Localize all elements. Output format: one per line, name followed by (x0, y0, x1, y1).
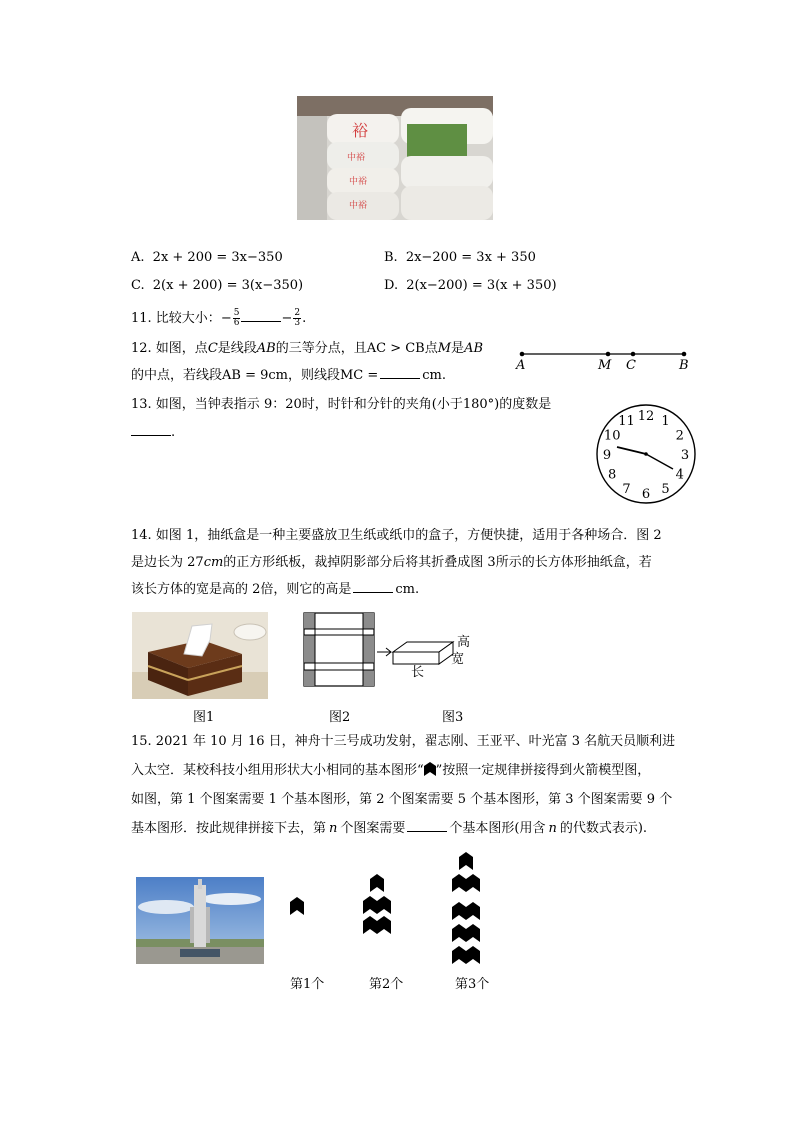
q15-text-4d: 的代数式表示). (559, 821, 648, 836)
q12-point-m: M (437, 341, 452, 356)
clock-number-8: 8 (608, 467, 617, 483)
q15-text-3: 如图，第 1 个图案需要 1 个基本图形，第 2 个图案需要 5 个基本图形，第 3 个图案需要 9 个 (131, 792, 673, 807)
clock-number-12: 12 (637, 409, 655, 424)
clock-number-4: 4 (675, 467, 684, 483)
q14-text-3b: cm. (395, 582, 420, 597)
rocket-unit-4 (377, 916, 391, 934)
rocket-unit-0 (370, 874, 384, 892)
label-a: A (516, 358, 526, 372)
label-gao: 高 (457, 635, 471, 650)
q12-text-b: 是线段 (217, 341, 257, 356)
q11-num2: 2 (294, 308, 301, 318)
q13-answer-blank[interactable] (131, 435, 171, 436)
label-m: M (598, 358, 612, 372)
rocket-pattern-1 (290, 897, 304, 915)
rocket-unit-0 (459, 852, 473, 870)
clock-number-7: 7 (622, 481, 631, 497)
q11-fraction-1 (233, 309, 241, 328)
choice-d-text: 2(x−200) = 3(x + 350) (406, 278, 557, 293)
choice-a-text: 2x + 200 = 3x−350 (152, 250, 283, 265)
choice-c-text: 2(x + 200) = 3(x−350) (152, 278, 304, 293)
rocket-unit-3 (363, 916, 377, 934)
clock-number-9: 9 (602, 448, 612, 463)
q11-prefix: 11. 比较大小： (131, 311, 221, 326)
choice-a-letter: A. (131, 250, 145, 265)
label-b: B (679, 358, 689, 372)
question-13-line1 (131, 396, 551, 414)
question-12-line2 (131, 367, 446, 385)
rocket-unit-2 (466, 874, 480, 892)
caption-fig2: 图2 (329, 710, 351, 725)
clock-number-2: 2 (675, 428, 684, 444)
q13-end: . (171, 425, 176, 440)
label-kuan: 宽 (451, 652, 465, 667)
choice-d (384, 277, 557, 295)
q12-segment-ab: AB (256, 341, 276, 356)
box-figure (375, 632, 485, 682)
q14-text-3a: 该长方体的宽是高的 2倍，则它的高是 (131, 582, 352, 597)
question-11 (131, 307, 306, 331)
q11-den2: 3 (294, 318, 301, 328)
caption-pattern-2: 第2个 (369, 977, 404, 992)
clock-number-5: 5 (661, 481, 670, 497)
rocket-unit-4 (466, 902, 480, 920)
clock-number-3: 3 (680, 448, 690, 463)
choice-b-text: 2x−200 = 3x + 350 (405, 250, 536, 265)
q12-text-d: 是 (451, 341, 465, 356)
question-15-line1 (131, 733, 675, 751)
caption-pattern-3: 第3个 (455, 977, 490, 992)
q12-text-f: cm. (422, 368, 447, 383)
q15-var-n-2: n (548, 821, 557, 836)
q15-answer-blank[interactable] (407, 831, 447, 832)
q14-text-1: 14. 如图 1，抽纸盒是一种主要盛放卫生纸或纸巾的盒子，方便快捷，适用于各种场合．图 2 (131, 528, 662, 543)
segment-figure (514, 344, 694, 372)
caption-pattern-1: 第1个 (290, 977, 325, 992)
caption-fig3: 图3 (442, 710, 464, 725)
label-c: C (626, 358, 636, 372)
q14-text-2b: 的正方形纸板，裁掉阴影部分后将其折叠成图 3所示的长方体形抽纸盒，若 (223, 555, 652, 570)
q15-var-n: n (329, 821, 338, 836)
square-board-figure (303, 612, 375, 687)
q15-text-2a: 入太空．某校科技小组用形状大小相同的基本图形“ (131, 763, 424, 778)
clock-number-6: 6 (641, 487, 651, 502)
q14-unit: cm (203, 555, 224, 570)
question-15-line3 (131, 791, 672, 809)
q15-text-1: 15. 2021 年 10 月 16 日，神舟十三号成功发射，翟志刚、王亚平、叶光富 3 名航天员顺利进 (131, 734, 676, 749)
q11-answer-blank[interactable] (241, 321, 281, 322)
rocket-unit-7 (452, 946, 466, 964)
question-12-line1 (131, 340, 483, 358)
svg-text:中裕: 中裕 (347, 153, 366, 163)
rocket-unit-icon (424, 762, 436, 776)
svg-text:中裕: 中裕 (349, 201, 368, 211)
q14-answer-blank[interactable] (353, 592, 393, 593)
choice-a (131, 249, 283, 267)
question-15-line2 (131, 762, 650, 780)
q11-fraction-2 (293, 309, 301, 328)
choice-c-letter: C. (131, 278, 145, 293)
q11-neg2: − (281, 311, 293, 326)
q12-text-e: 的中点，若线段AB = 9cm，则线段MC = (131, 368, 379, 383)
clock-number-10: 10 (603, 428, 621, 444)
choice-c (131, 277, 303, 295)
rocket-unit-5 (452, 924, 466, 942)
question-14-line3 (131, 581, 419, 599)
rocket-pattern-2 (360, 874, 394, 938)
rocket-launch-photo (136, 877, 264, 964)
q11-end: . (302, 311, 307, 326)
question-15-line4 (131, 820, 647, 838)
rocket-unit-2 (377, 896, 391, 914)
q14-text-2a: 是边长为 27 (131, 555, 204, 570)
q12-segment-ab-2: AB (464, 341, 484, 356)
clock-number-1: 1 (661, 414, 670, 430)
choice-b (384, 249, 536, 267)
question-14-line1 (131, 527, 662, 545)
clock-figure (594, 402, 698, 506)
q15-text-2b: ”按照一定规律拼接得到火箭模型图， (435, 763, 651, 778)
q12-text-c: 的三等分点，且AC > CB点 (275, 341, 438, 356)
q13-text: 13. 如图，当钟表指示 9：20时，时针和分针的夹角(小于180°)的度数是 (131, 397, 552, 412)
svg-text:裕: 裕 (352, 121, 369, 140)
question-14-line2 (131, 554, 652, 572)
rocket-unit-1 (452, 874, 466, 892)
tissue-box-photo (132, 612, 268, 699)
rocket-unit-3 (452, 902, 466, 920)
svg-text:中裕: 中裕 (349, 177, 368, 187)
choice-d-letter: D. (384, 278, 399, 293)
caption-fig1: 图1 (193, 710, 215, 725)
q15-text-4b: 个图案需要 (340, 821, 406, 836)
q11-neg1: − (220, 311, 232, 326)
rocket-pattern-3 (449, 852, 483, 966)
question-13-line2 (131, 424, 175, 442)
flour-bags-photo (297, 96, 493, 220)
clock-number-11: 11 (618, 414, 635, 430)
q12-text-a: 12. 如图，点 (131, 341, 208, 356)
q15-text-4a: 基本图形．按此规律拼接下去，第 (131, 821, 327, 836)
choice-b-letter: B. (384, 250, 398, 265)
q11-num1: 5 (233, 308, 240, 318)
label-chang: 长 (411, 665, 425, 680)
q11-den1: 6 (233, 318, 240, 328)
rocket-unit-1 (363, 896, 377, 914)
rocket-unit-8 (466, 946, 480, 964)
rocket-unit-6 (466, 924, 480, 942)
q12-point-c: C (207, 341, 218, 356)
q15-text-4c: 个基本图形(用含 (449, 821, 546, 836)
q12-answer-blank[interactable] (380, 378, 420, 379)
